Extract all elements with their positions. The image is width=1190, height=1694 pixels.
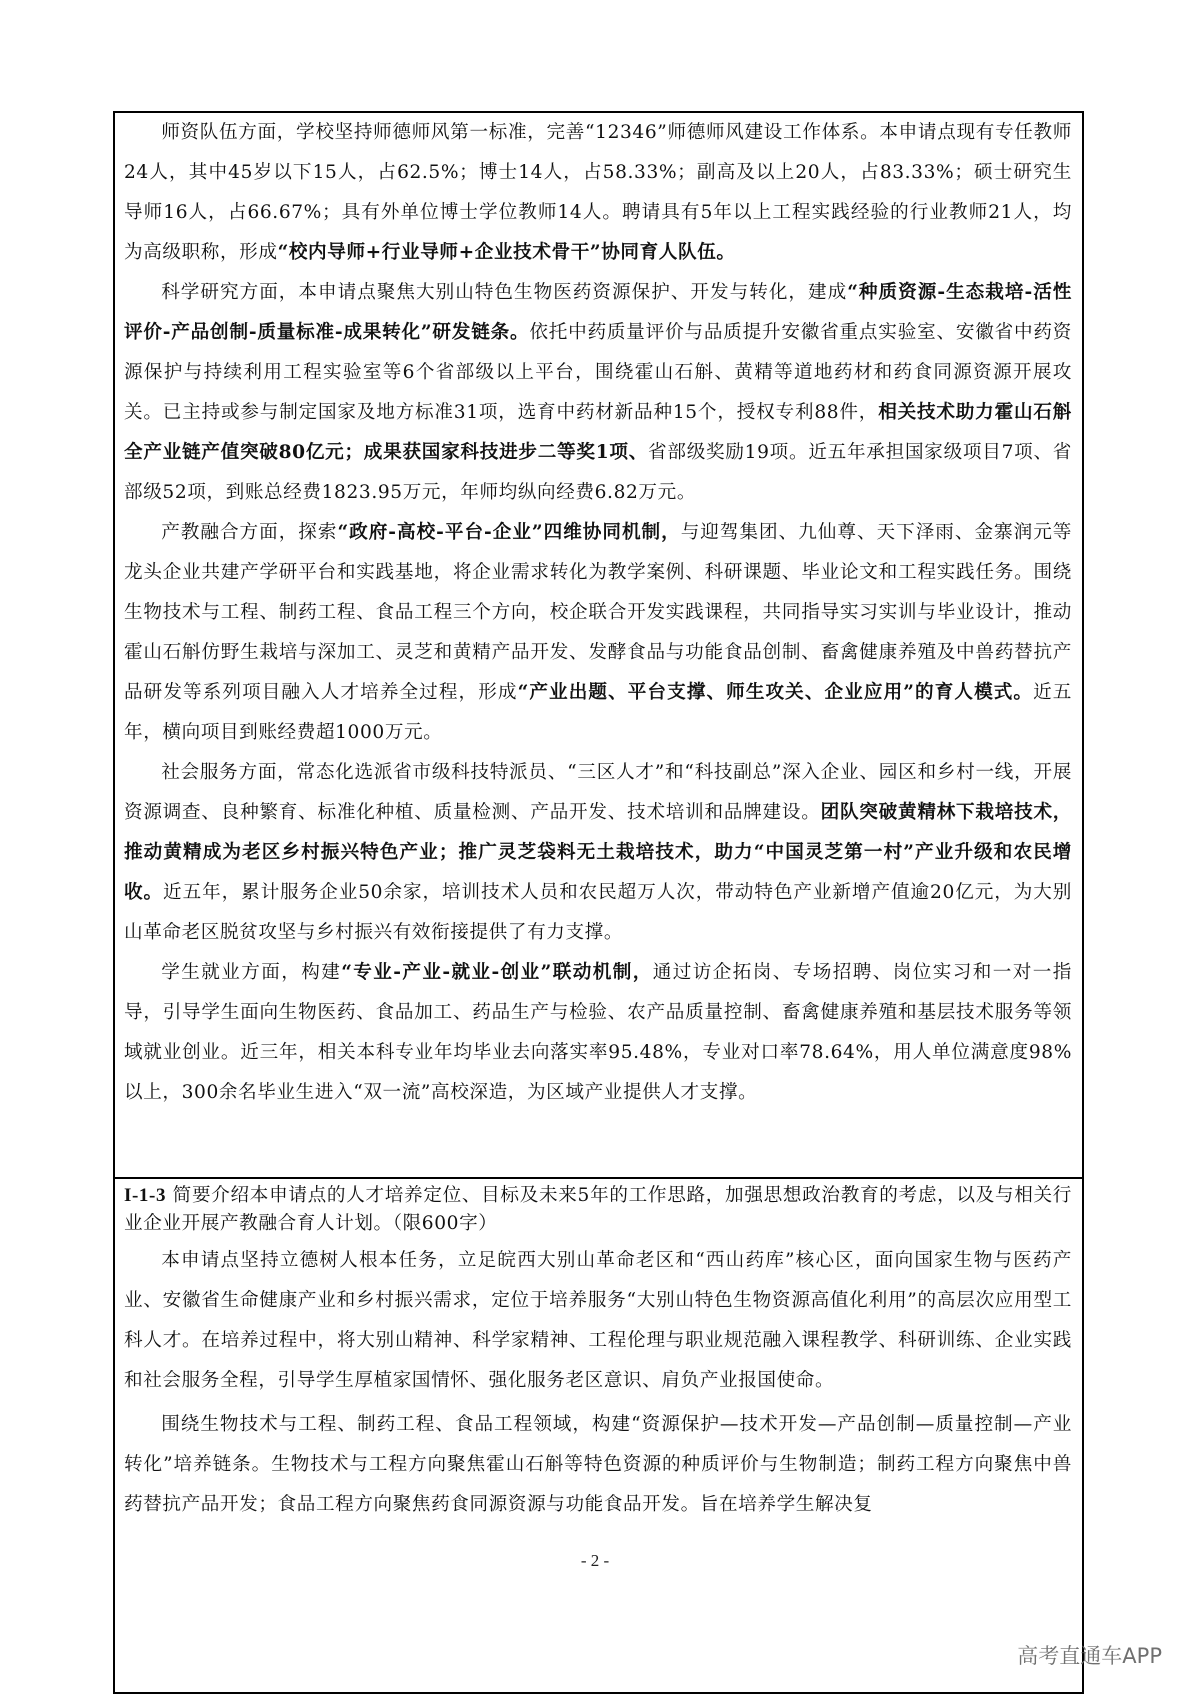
page-number: - 2 - bbox=[580, 1551, 610, 1570]
bold-phrase: “种质资源-生态栽培-活性评价-产品创制-质量标准-成果转化”研发链条。 bbox=[124, 282, 1072, 343]
content-table-cell-upper bbox=[113, 111, 1084, 1179]
paragraph-industry-education: 产教融合方面，探索“政府-高校-平台-企业”四维协同机制，与迎驾集团、九仙尊、天下泽雨、金寨润元等龙头企业共建产学研平台和实践基地，将企业需求转化为教学案例、科研课题、毕业论文和工程实践任务。围绕生物技术与工程、制药工程、食品工程三个方向，校企联合开发实践课程，共同指导实习实训与毕业设计，推动霍山石斛仿野生栽培与深加工、灵芝和黄精产品开发、发酵食品与功能食品创制、畜禽健康养殖及中兽药替抗产品研发等系列项目融入人才培养全过程，形成“产业出题、平台支撑、师生攻关、企业应用”的育人模式。近五年，横向项目到账经费超1000万元。 bbox=[124, 522, 1072, 743]
paragraph-training-chain: 围绕生物技术与工程、制药工程、食品工程领域，构建“资源保护—技术开发—产品创制—质量控制—产业转化”培养链条。生物技术与工程方向聚焦霍山石斛等特色资源的种质评价与生物制造；制药工程方向聚焦中兽药替抗产品开发；食品工程方向聚焦药食同源资源与功能食品开发。旨在培养学生解决复 bbox=[124, 1414, 1072, 1515]
paragraph-research: 科学研究方面，本申请点聚焦大别山特色生物医药资源保护、开发与转化，建成“种质资源-生态栽培-活性评价-产品创制-质量标准-成果转化”研发链条。依托中药质量评价与品质提升安徽省重点实验室、安徽省中药资源保护与持续利用工程实验室等6个省部级以上平台，围绕霍山石斛、黄精等道地药材和药食同源资源开展攻关。已主持或参与制定国家及地方标准31项，选育中药材新品种15个，授权专利88件，相关技术助力霍山石斛全产业链产值突破80亿元；成果获国家科技进步二等奖1项、省部级奖励19项。近五年承担国家级项目7项、省部级52项，到账总经费1823.95万元，年师均纵向经费6.82万元。 bbox=[124, 282, 1072, 503]
bold-phrase: “专业-产业-就业-创业”联动机制， bbox=[341, 962, 653, 983]
section-prompt: 简要介绍本申请点的人才培养定位、目标及未来5年的工作思路，加强思想政治教育的考虑，以及与相关行业企业开展产教融合育人计划。（限600字） bbox=[124, 1185, 1072, 1234]
bold-phrase: 团队突破黄精林下栽培技术，推动黄精成为老区乡村振兴特色产业；推广灵芝袋料无土栽培技术，助力“中国灵芝第一村”产业升级和农民增收。 bbox=[124, 802, 1072, 903]
bold-phrase: “产业出题、平台支撑、师生攻关、企业应用”的育人模式。 bbox=[517, 682, 1034, 703]
lower-cell-content bbox=[124, 1182, 1072, 1525]
bold-phrase: 相关技术助力霍山石斛全产业链产值突破80亿元；成果获国家科技进步二等奖1项、 bbox=[124, 402, 1072, 463]
paragraph-positioning: 本申请点坚持立德树人根本任务，立足皖西大别山革命老区和“西山药库”核心区，面向国家生物与医药产业、安徽省生命健康产业和乡村振兴需求，定位于培养服务“大别山特色生物资源高值化利用”的高层次应用型工科人才。在培养过程中，将大别山精神、科学家精神、工程伦理与职业规范融入课程教学、科研训练、企业实践和社会服务全程，引导学生厚植家国情怀、强化服务老区意识、肩负产业报国使命。 bbox=[124, 1250, 1072, 1391]
paragraph-employment: 学生就业方面，构建“专业-产业-就业-创业”联动机制，通过访企拓岗、专场招聘、岗位实习和一对一指导，引导学生面向生物医药、食品加工、药品生产与检验、农产品质量控制、畜禽健康养殖和基层技术服务等领域就业创业。近三年，相关本科专业年均毕业去向落实率95.48%，专业对口率78.64%，用人单位满意度98%以上，300余名毕业生进入“双一流”高校深造，为区域产业提供人才支撑。 bbox=[124, 962, 1073, 1103]
content-table-cell-lower bbox=[113, 1179, 1084, 1694]
section-id: I-1-3 bbox=[124, 1185, 167, 1206]
paragraph-social-service: 社会服务方面，常态化选派省市级科技特派员、“三区人才”和“科技副总”深入企业、园区和乡村一线，开展资源调查、良种繁育、标准化种植、质量检测、产品开发、技术培训和品牌建设。团队突破黄精林下栽培技术，推动黄精成为老区乡村振兴特色产业；推广灵芝袋料无土栽培技术，助力“中国灵芝第一村”产业升级和农民增收。近五年，累计服务企业50余家，培训技术人员和农民超万人次，带动特色产业新增产值逾20亿元，为大别山革命老区脱贫攻坚与乡村振兴有效衔接提供了有力支撑。 bbox=[124, 762, 1072, 943]
upper-cell-content bbox=[124, 113, 1072, 1113]
watermark: 高考直通车APP bbox=[1017, 1644, 1162, 1668]
paragraph-faculty: 师资队伍方面，学校坚持师德师风第一标准，完善“12346”师德师风建设工作体系。本申请点现有专任教师24人，其中45岁以下15人，占62.5%；博士14人，占58.33%；副高及以上20人，占83.33%；硕士研究生导师16人，占66.67%；具有外单位博士学位教师14人。聘请具有5年以上工程实践经验的行业教师21人，均为高级职称，形成“校内导师+行业导师+企业技术骨干”协同育人队伍。 bbox=[124, 122, 1072, 263]
bold-phrase: “校内导师+行业导师+企业技术骨干”协同育人队伍。 bbox=[277, 242, 736, 263]
section-heading bbox=[124, 1182, 1072, 1238]
bold-phrase: “政府-高校-平台-企业”四维协同机制， bbox=[337, 522, 681, 543]
